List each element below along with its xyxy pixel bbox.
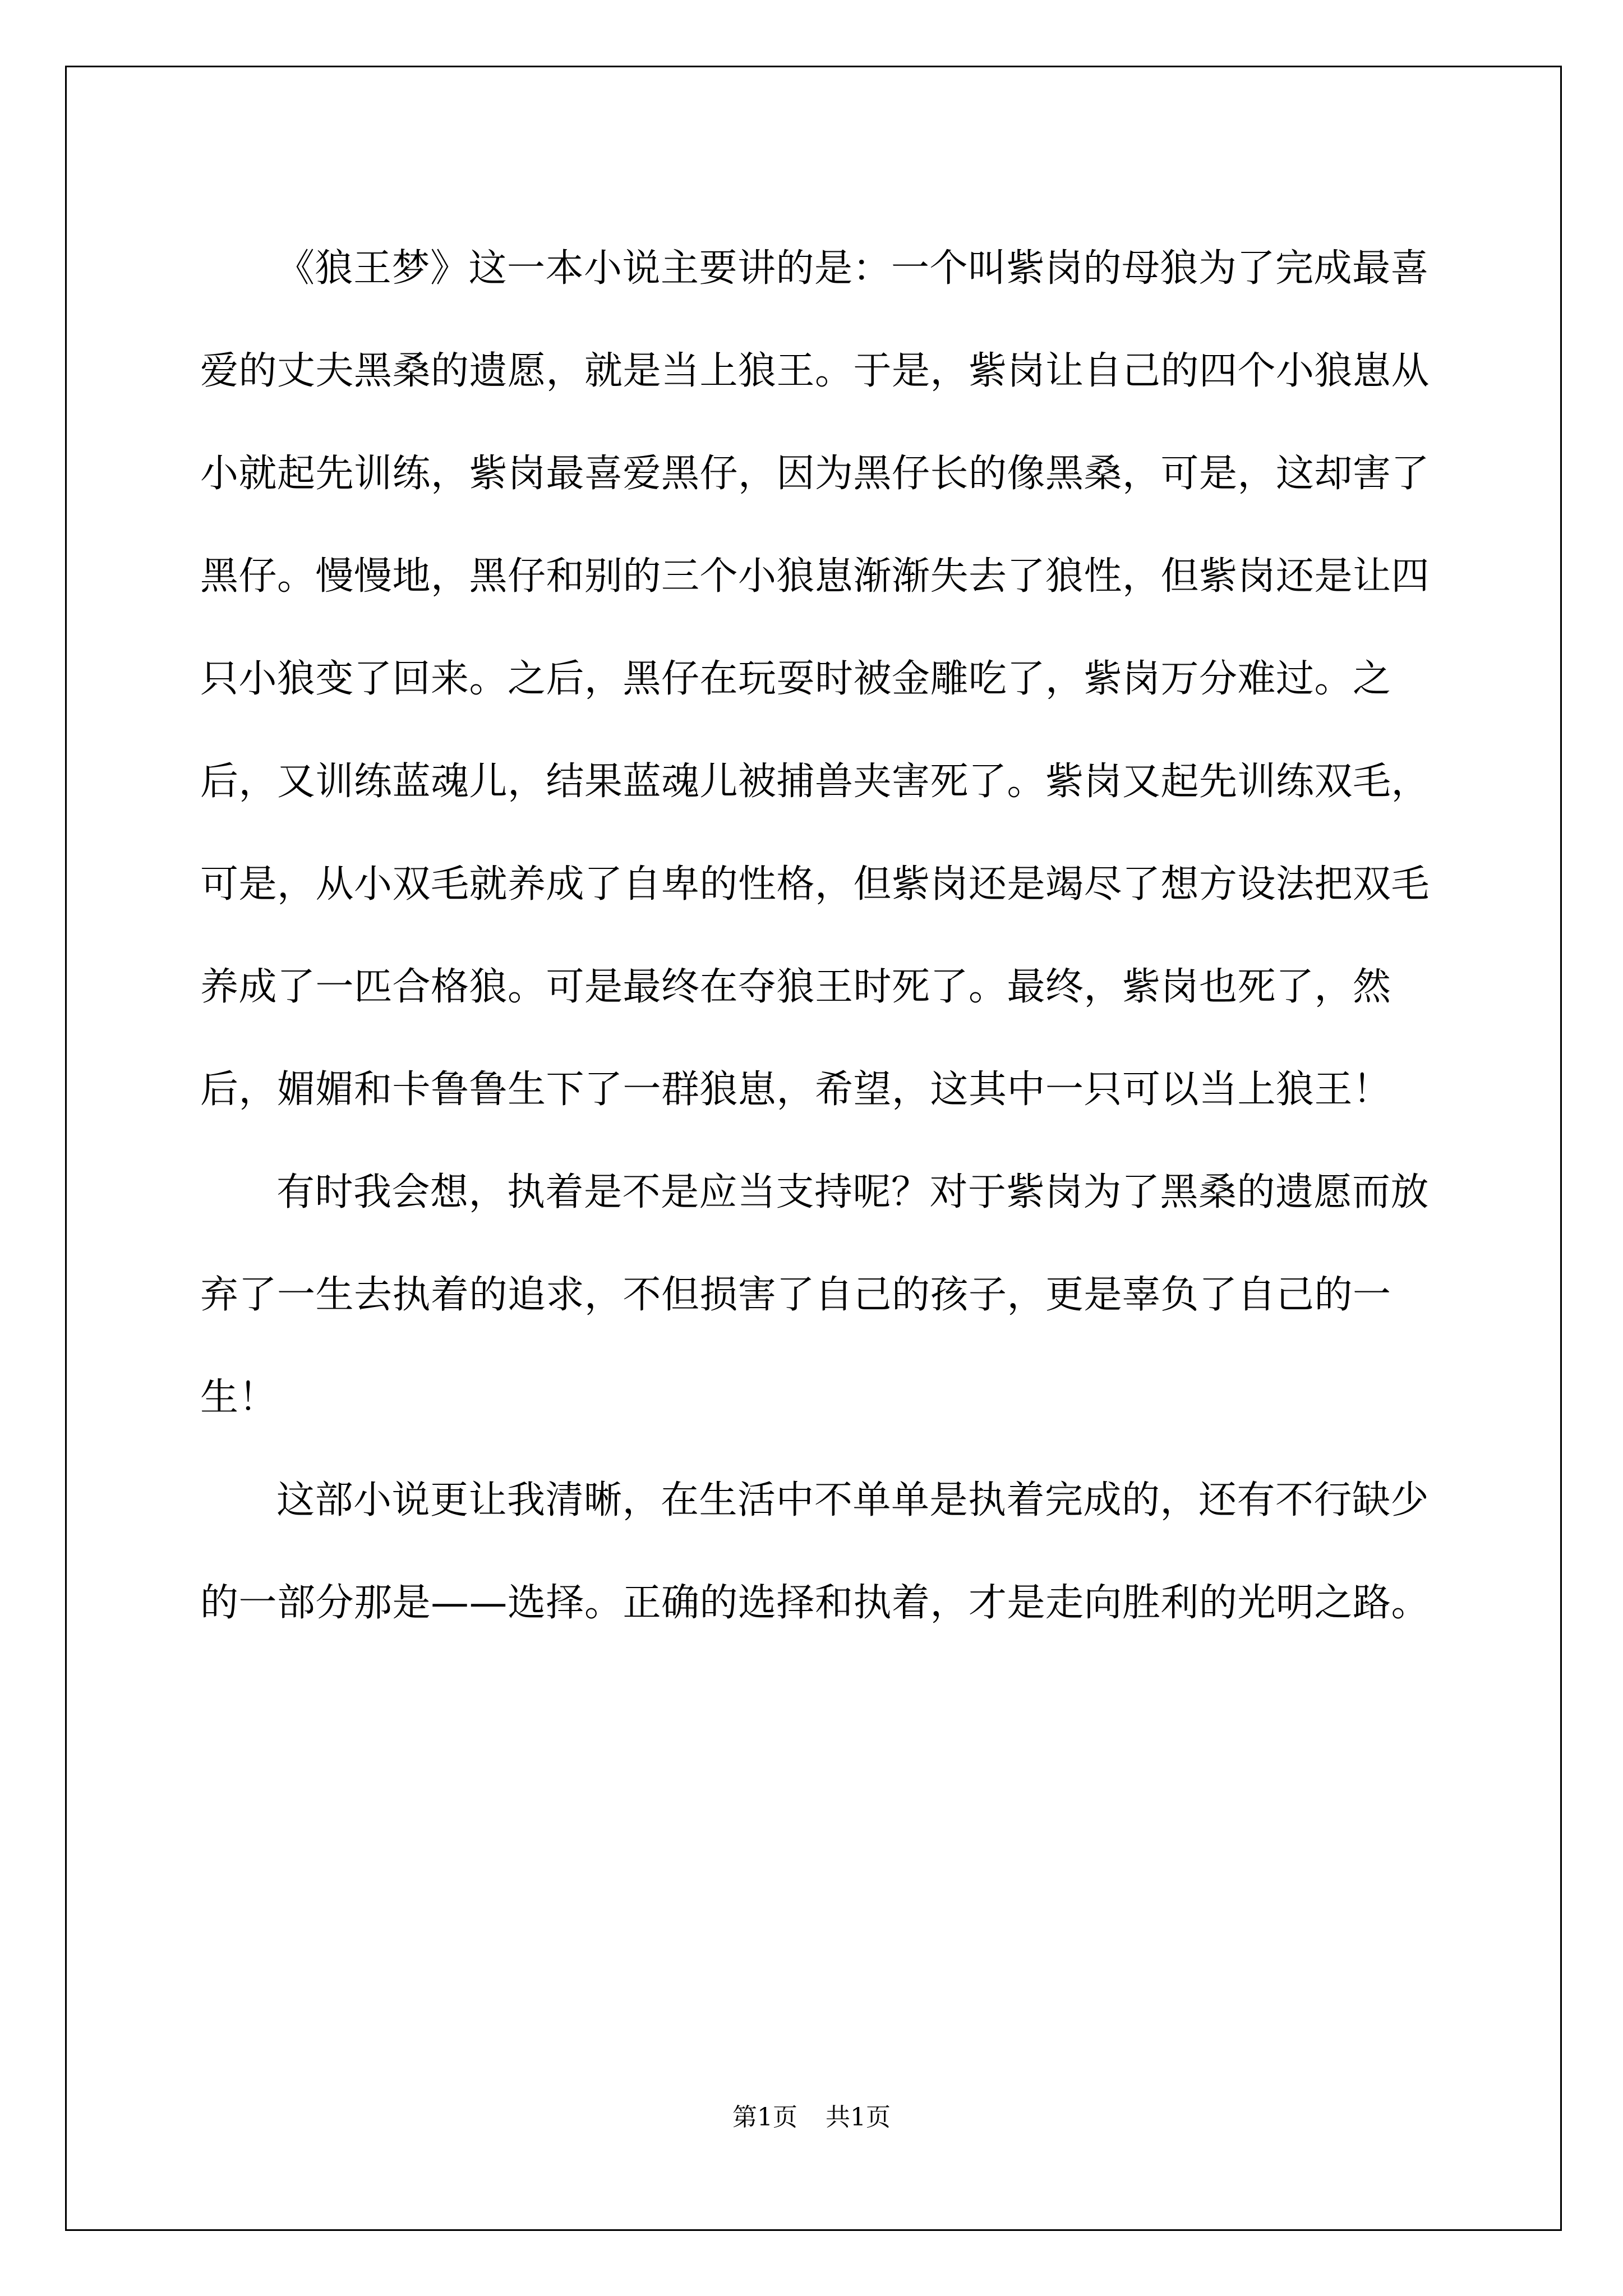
document-body — [200, 217, 1434, 1654]
page-total: 共1页 — [826, 2103, 891, 2132]
page-number: 第1页 — [732, 2103, 797, 2132]
paragraph-1: 《狼王梦》这一本小说主要讲的是：一个叫紫岗的母狼为了完成最喜爱的丈夫黑桑的遗愿，就是当上狼王。于是，紫岗让自己的四个小狼崽从小就起先训练，紫岗最喜爱黑仔，因为黑仔长的像黑桑，可是，这却害了黑仔。慢慢地，黑仔和别的三个小狼崽渐渐失去了狼性，但紫岗还是让四只小狼变了回来。之后，黑仔在玩耍时被金雕吃了，紫岗万分难过。之后，又训练蓝魂儿，结果蓝魂儿被捕兽夹害死了。紫岗又起先训练双毛，可是，从小双毛就养成了自卑的性格，但紫岗还是竭尽了想方设法把双毛养成了一匹合格狼。可是最终在夺狼王时死了。最终，紫岗也死了，然后，媚媚和卡鲁鲁生下了一群狼崽，希望，这其中一只可以当上狼王！ — [200, 246, 1430, 1112]
page-footer — [0, 2097, 1623, 2133]
paragraph-3: 这部小说更让我清晰，在生活中不单单是执着完成的，还有不行缺少的一部分那是——选择。正确的选择和执着，才是走向胜利的光明之路。 — [200, 1478, 1430, 1625]
paragraph-2: 有时我会想，执着是不是应当支持呢？对于紫岗为了黑桑的遗愿而放弃了一生去执着的追求，不但损害了自己的孩子，更是辜负了自己的一生！ — [200, 1170, 1430, 1420]
